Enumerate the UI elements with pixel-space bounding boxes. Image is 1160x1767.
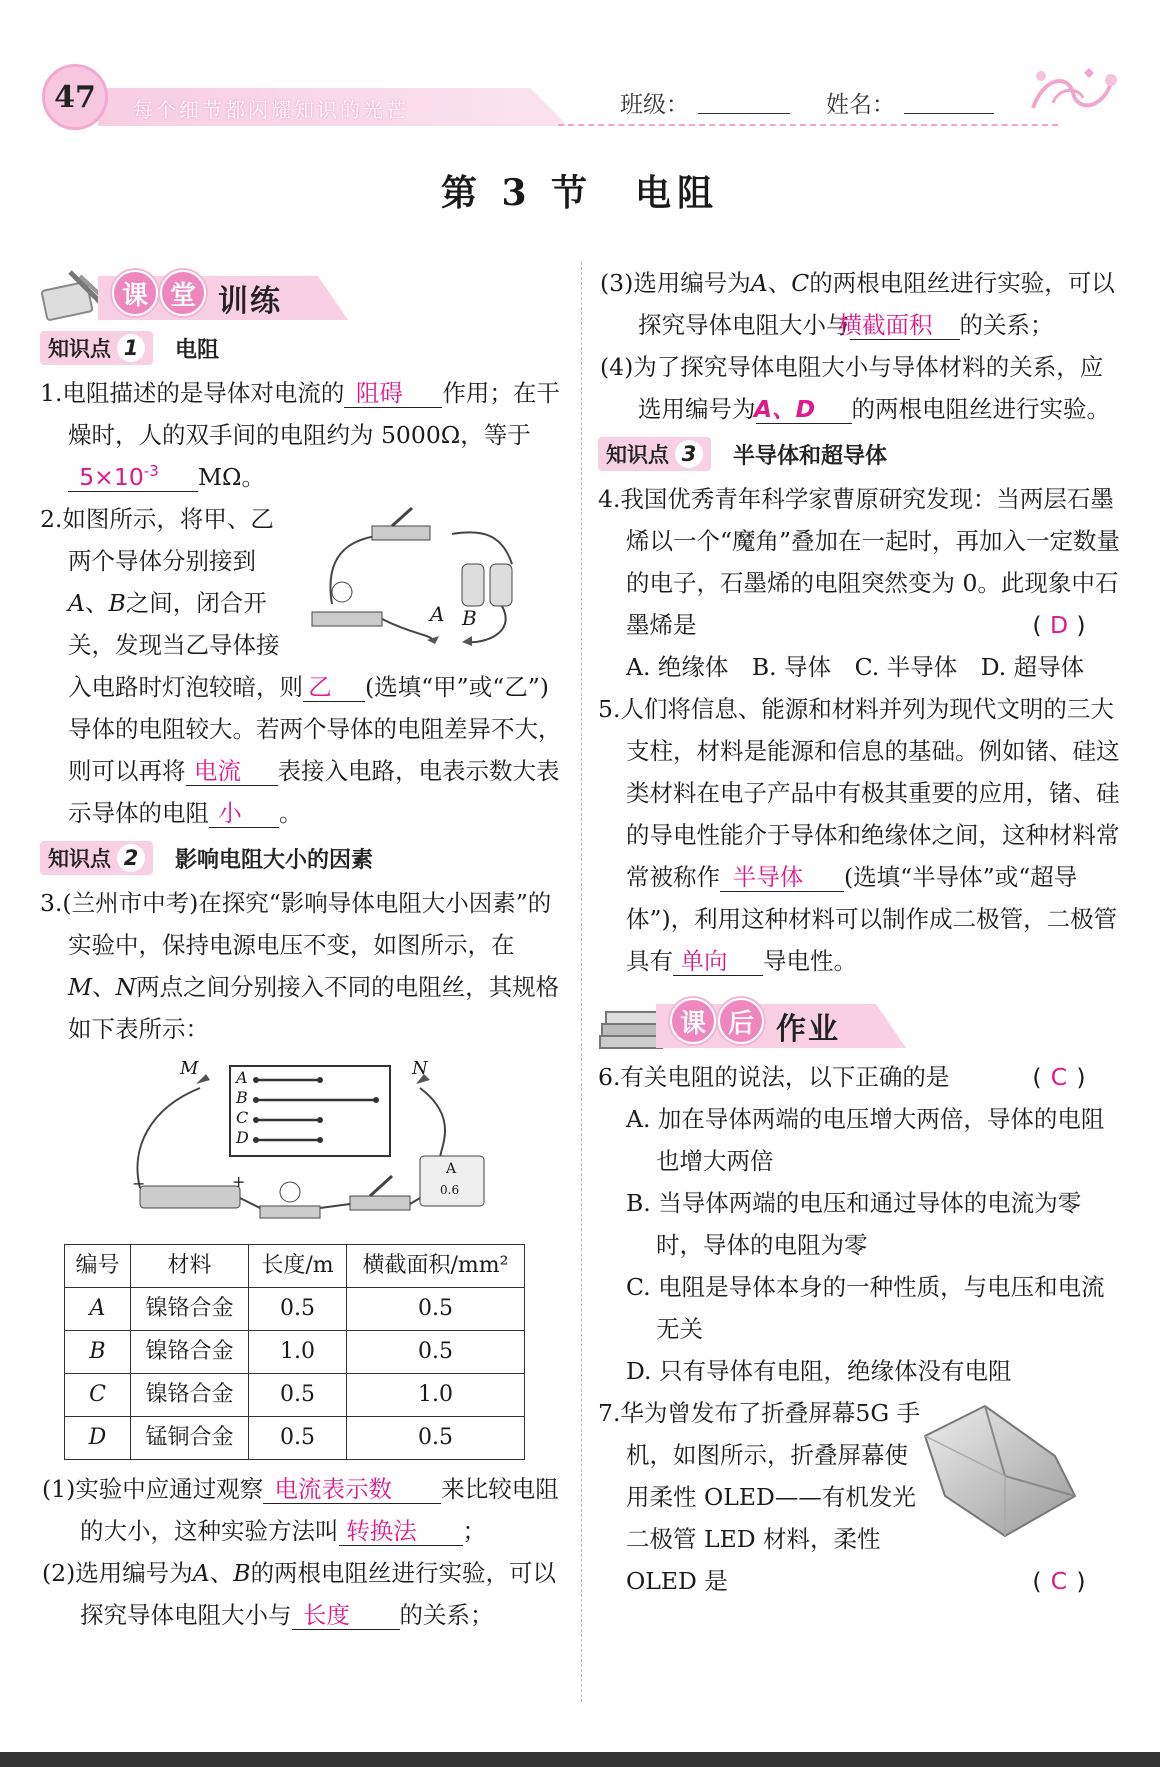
fig-label-b: B bbox=[462, 606, 477, 630]
answer-blank[interactable]: 阻碍 bbox=[344, 381, 442, 408]
question-3-part-3: (3)选用编号为A、C的两根电阻丝进行实验，可以探究导体电阻大小与横截面积 的关系； bbox=[600, 269, 1115, 339]
answer-blank[interactable]: $5\times 10^{-3}$ bbox=[68, 463, 198, 492]
answer-bracket[interactable]: ( C ) bbox=[1032, 1567, 1086, 1595]
question-2: A B 2.如图所示，将甲、乙两个导体分别接到A、B之间，闭合开关，发现当乙导体接入电路时灯泡较暗，则 乙 (选填“甲”或“乙”)导体的电阻较大。若两个导体的电阻差异不大，则可以再将 电流 表接入电路，电表示数大表示导体的电阻 小 。 bbox=[40, 505, 562, 827]
answer-bracket[interactable]: ( C ) bbox=[1032, 1063, 1086, 1091]
circuit-figure-1 bbox=[302, 504, 562, 664]
section-title: 第 3 节 电阻 bbox=[440, 172, 720, 214]
question-4: 4.我国优秀青年科学家曹原研究发现：当两层石墨烯以一个“魔角”叠加在一起时，再加入一定数量的电子，石墨烯的电阻突然变为 0。此现象中石墨烯是 ( D ) bbox=[598, 478, 1123, 646]
kp-tag: 知识点 3 bbox=[598, 437, 711, 471]
page-header bbox=[38, 58, 1128, 130]
answer-blank[interactable]: 电流 bbox=[186, 759, 278, 786]
table-row: C 镍铬合金 0.5 1.0 bbox=[65, 1374, 525, 1417]
table-header-row bbox=[65, 1245, 525, 1288]
class-label: 班级： bbox=[620, 92, 689, 118]
banner-word: 训练 bbox=[218, 284, 282, 319]
question-3-part-2: (2)选用编号为A、B的两根电阻丝进行实验，可以探究导体电阻大小与 长度 的关系； bbox=[42, 1559, 557, 1629]
folding-phone-icon bbox=[905, 1396, 1095, 1548]
table-header: 横截面积/mm² bbox=[347, 1245, 525, 1288]
answer-bracket[interactable]: ( D ) bbox=[1032, 611, 1086, 639]
option-c: C. 电阻是导体本身的一种性质，与电压和电流无关 bbox=[626, 1273, 1105, 1343]
fig-label-m: M bbox=[180, 1058, 199, 1079]
fig-label-a: A bbox=[430, 602, 445, 626]
header-dashed-line bbox=[558, 124, 1058, 126]
name-label: 姓名： bbox=[826, 92, 895, 118]
class-blank[interactable] bbox=[698, 113, 790, 114]
fig-label-wire-b: B bbox=[236, 1088, 248, 1107]
answer-blank[interactable]: 小 bbox=[209, 801, 279, 828]
fig-label-n: N bbox=[412, 1058, 428, 1079]
page-number: 47 bbox=[42, 64, 108, 130]
ammeter-symbol: A bbox=[446, 1161, 457, 1177]
table-header: 材料 bbox=[131, 1245, 249, 1288]
flourish-icon bbox=[1023, 58, 1123, 120]
banner-homework bbox=[598, 990, 1123, 1052]
banner-bubble: 后 bbox=[718, 998, 764, 1044]
fig-label-wire-c: C bbox=[236, 1108, 249, 1127]
banner-classroom bbox=[40, 262, 562, 324]
answer-blank[interactable]: 转换法 bbox=[339, 1519, 463, 1546]
option-d: D. 只有导体有电阻，绝缘体没有电阻 bbox=[626, 1357, 1012, 1385]
question-3: 3.(兰州市中考)在探究“影响导体电阻大小因素”的实验中，保持电源电压不变，如图所示，在M、N两点之间分别接入不同的电阻丝，其规格如下表所示： bbox=[40, 889, 560, 1043]
banner-bubble: 堂 bbox=[160, 270, 206, 316]
answer-blank[interactable]: 长度 bbox=[292, 1603, 400, 1630]
fig-label-wire-a: A bbox=[236, 1068, 248, 1087]
fig-label-wire-d: D bbox=[236, 1128, 249, 1147]
answer-blank[interactable]: 乙 bbox=[303, 675, 365, 702]
knowledge-point-2 bbox=[40, 838, 562, 878]
answer-blank[interactable]: A、D bbox=[756, 397, 852, 424]
question-4-options: A. 绝缘体 B. 导体 C. 半导体 D. 超导体 bbox=[626, 653, 1085, 681]
left-column bbox=[40, 262, 562, 1636]
resistance-circuit-icon bbox=[120, 1058, 540, 1236]
banner-word: 作业 bbox=[776, 1012, 840, 1047]
kp-title: 半导体和超导体 bbox=[733, 443, 888, 469]
header-motto: 每个细节都闪耀知识的光芒 bbox=[133, 98, 409, 122]
table-row: A 镍铬合金 0.5 0.5 bbox=[65, 1288, 525, 1331]
answer-blank[interactable]: 单向 bbox=[673, 949, 763, 976]
table-row: D 锰铜合金 0.5 0.5 bbox=[65, 1417, 525, 1460]
kp-tag: 知识点 1 bbox=[40, 331, 153, 365]
spec-table bbox=[64, 1244, 525, 1460]
circuit-icon bbox=[302, 504, 562, 664]
question-5: 5.人们将信息、能源和材料并列为现代文明的三大支柱，材料是能源和信息的基础。例如锗、硅这类材料在电子产品中有极其重要的应用，锗、硅的导电性能介于导体和绝缘体之间，这种材料常常被称作 半导体 (选填“半导体”或“超导体”)，利用这种材料可以制作成二极管，二极管具有 单向 导电性。 bbox=[598, 695, 1120, 975]
question-1: 1.电阻描述的是导体对电流的 阻碍 作用；在干燥时，人的双手间的电阻约为 5000Ω，等于$5\times 10^{-3}$ MΩ。 bbox=[40, 379, 560, 491]
table-row: B 镍铬合金 1.0 0.5 bbox=[65, 1331, 525, 1374]
kp-title: 电阻 bbox=[175, 337, 220, 363]
question-3-part-1: (1)实验中应通过观察 电流表示数 来比较电阻的大小，这种实验方法叫 转换法 ； bbox=[42, 1475, 559, 1545]
table-header: 编号 bbox=[65, 1245, 131, 1288]
answer-blank[interactable]: 电流表示数 bbox=[263, 1477, 441, 1504]
banner-bubble: 课 bbox=[112, 270, 158, 316]
answer-blank[interactable]: 半导体 bbox=[720, 865, 844, 892]
question-3-part-4: (4)为了探究导体电阻大小与导体材料的关系，应选用编号为A、D 的两根电阻丝进行实验。 bbox=[600, 353, 1110, 423]
name-blank[interactable] bbox=[904, 113, 994, 114]
table-header: 长度/m bbox=[249, 1245, 347, 1288]
option-b: B. 当导体两端的电压和通过导体的电流为零时，导体的电阻为零 bbox=[626, 1189, 1082, 1259]
knowledge-point-3 bbox=[598, 434, 1123, 474]
battery-plus: + bbox=[232, 1172, 246, 1191]
question-6: 6.有关电阻的说法，以下正确的是 ( C ) bbox=[598, 1056, 1123, 1098]
knowledge-point-1 bbox=[40, 328, 562, 368]
circuit-figure-2 bbox=[120, 1058, 540, 1236]
banner-bubble: 课 bbox=[670, 998, 716, 1044]
right-column bbox=[598, 262, 1123, 1602]
kp-title: 影响电阻大小的因素 bbox=[175, 847, 374, 873]
battery-minus: − bbox=[132, 1174, 146, 1193]
ammeter-scale: 0.6 bbox=[440, 1183, 460, 1197]
answer-blank[interactable]: 横截面积 bbox=[850, 313, 960, 340]
kp-tag: 知识点 2 bbox=[40, 841, 153, 875]
phone-figure bbox=[933, 1396, 1123, 1548]
column-divider bbox=[581, 262, 582, 1702]
question-7: 7.华为曾发布了折叠屏幕5G 手机，如图所示，折叠屏幕使用柔性 OLED——有机发光二极管 LED 材料，柔性 OLED 是 ( C ) bbox=[598, 1392, 1123, 1602]
bottom-bar bbox=[0, 1752, 1160, 1767]
option-a: A. 加在导体两端的电压增大两倍，导体的电阻也增大两倍 bbox=[626, 1105, 1105, 1175]
